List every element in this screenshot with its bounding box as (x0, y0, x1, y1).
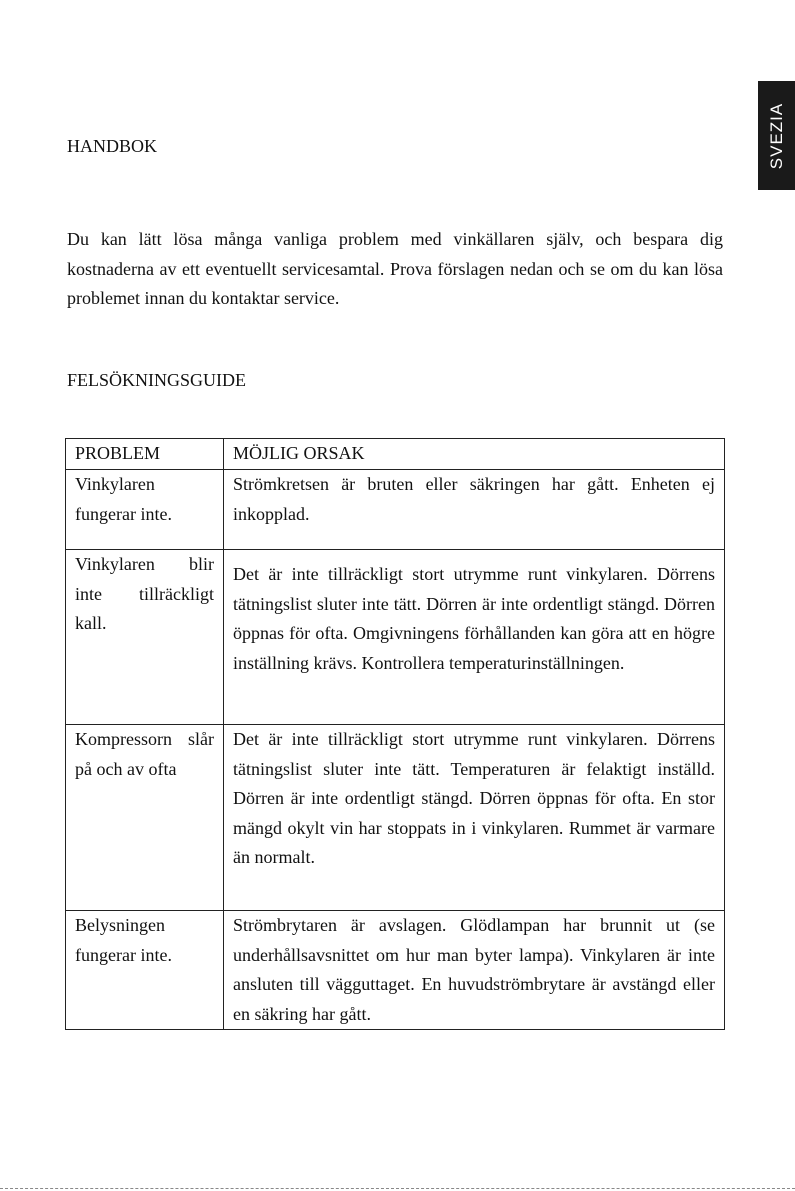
column-header-problem: PROBLEM (66, 439, 224, 470)
section-title: FELSÖKNINGSGUIDE (67, 370, 246, 390)
page-bottom-divider (0, 1188, 795, 1189)
intro-paragraph: Du kan lätt lösa många vanliga problem med vinkällaren själv, och bespara dig kostnaderna av ett eventuellt servicesamtal. Prova förslagen nedan och se om du kan lösa problemet innan du kontaktar service. (67, 229, 723, 308)
table-row (66, 725, 725, 911)
problem-cell: Kompressorn slår på och av ofta (66, 725, 224, 911)
table-header-row (66, 439, 725, 470)
cause-cell: Strömkretsen är bruten eller säkringen har gått. Enheten ej inkopplad. (224, 470, 725, 550)
table-row (66, 911, 725, 1030)
column-header-cause: MÖJLIG ORSAK (224, 439, 725, 470)
cause-cell: Det är inte tillräckligt stort utrymme runt vinkylaren. Dörrens tätningslist sluter inte tätt. Temperaturen är felaktigt inställd. Dörren är inte ordentligt stängd. Dörren öppnas för ofta. En stor mängd okylt vin har stoppats in i vinkylaren. Rummet är varmare än normalt. (224, 725, 725, 911)
page-title: HANDBOK (67, 136, 157, 156)
table-row (66, 470, 725, 550)
language-tab-label: SVEZIA (766, 102, 786, 169)
language-tab (758, 81, 795, 190)
problem-cell: Belysningen fungerar inte. (66, 911, 224, 1030)
table-row (66, 550, 725, 725)
troubleshooting-table (65, 438, 725, 1030)
problem-cell: Vinkylaren blir inte tillräckligt kall. (66, 550, 224, 725)
cause-cell: Det är inte tillräckligt stort utrymme runt vinkylaren. Dörrens tätningslist sluter inte tätt. Dörren är inte ordentligt stängd. Dörren öppnas för ofta. Omgivningens förhållanden kan göra att en högre inställning krävs. Kontrollera temperaturinställningen. (224, 550, 725, 725)
problem-cell: Vinkylaren fungerar inte. (66, 470, 224, 550)
cause-cell: Strömbrytaren är avslagen. Glödlampan har brunnit ut (se underhållsavsnittet om hur man byter lampa). Vinkylaren är inte ansluten till vägguttaget. En huvudströmbrytare är avstängd eller en säkring har gått. (224, 911, 725, 1030)
